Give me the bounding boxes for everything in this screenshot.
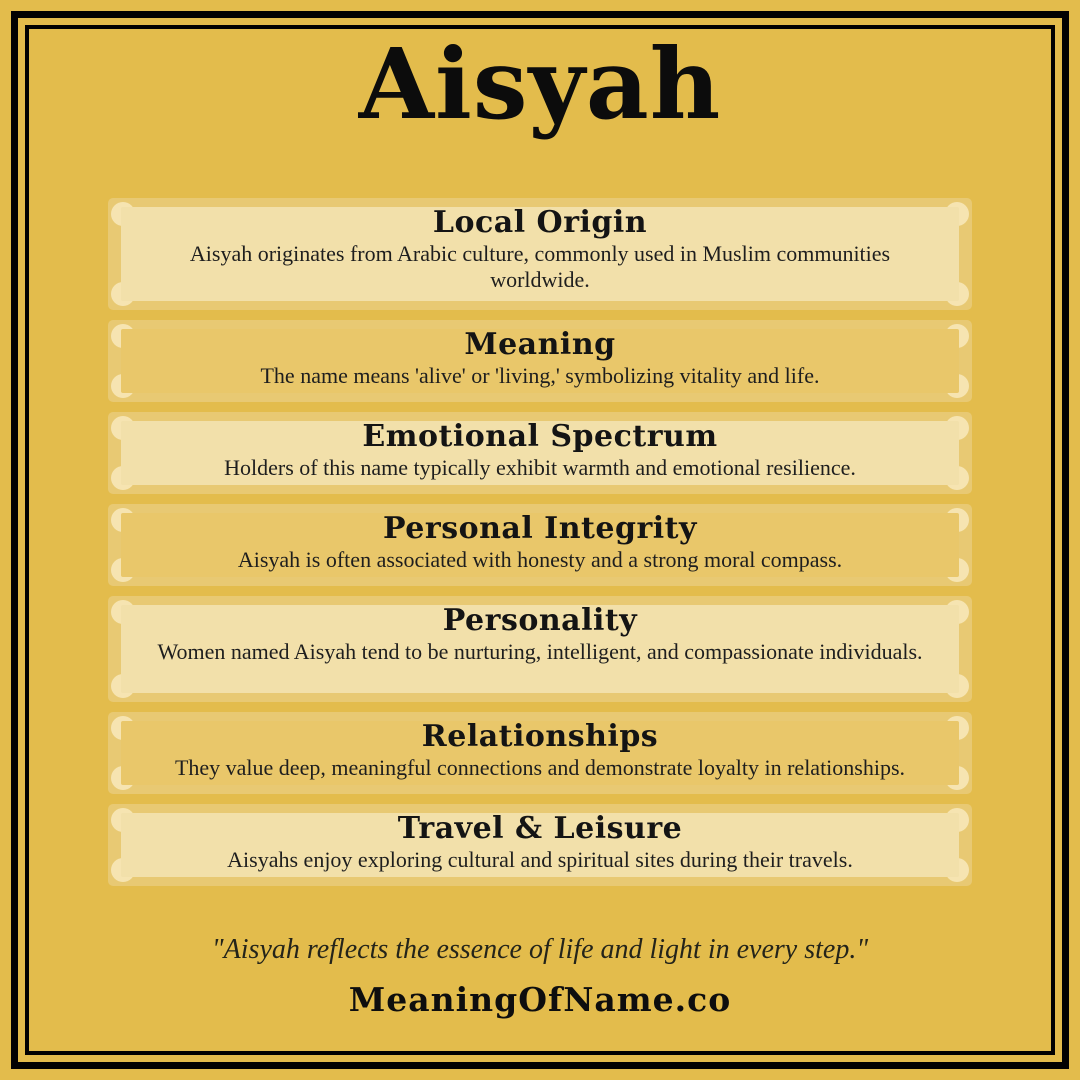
card-body: They value deep, meaningful connections and demonstrate loyalty in relationships. bbox=[174, 755, 906, 781]
card-body: Holders of this name typically exhibit warmth and emotional resilience. bbox=[224, 455, 856, 481]
card-heading: Local Origin bbox=[432, 204, 648, 240]
card-heading: Personal Integrity bbox=[383, 510, 697, 546]
card-text bbox=[108, 198, 972, 294]
card-emotional-spectrum bbox=[108, 412, 972, 494]
page-title: Aisyah bbox=[358, 27, 722, 141]
brand-name: MeaningOfName.co bbox=[348, 979, 732, 1019]
card-body: Aisyah is often associated with honesty and a strong moral compass. bbox=[237, 547, 843, 573]
card-body: The name means 'alive' or 'living,' symbolizing vitality and life. bbox=[260, 363, 820, 389]
card-text bbox=[108, 596, 972, 666]
card-heading: Meaning bbox=[464, 326, 616, 362]
card-heading: Emotional Spectrum bbox=[362, 418, 718, 454]
card-heading: Personality bbox=[442, 602, 638, 638]
card-body: Women named Aisyah tend to be nurturing, intelligent, and compassionate individuals. bbox=[157, 639, 923, 665]
card-body: Aisyahs enjoy exploring cultural and spiritual sites during their travels. bbox=[227, 847, 853, 873]
card-text bbox=[108, 712, 972, 782]
card-text bbox=[108, 412, 972, 482]
card-text bbox=[108, 320, 972, 390]
card-text bbox=[108, 804, 972, 874]
poster-content bbox=[29, 29, 1051, 1051]
card-heading: Relationships bbox=[421, 718, 659, 754]
card-list bbox=[108, 198, 972, 886]
card-text bbox=[108, 504, 972, 574]
card-meaning bbox=[108, 320, 972, 402]
card-relationships bbox=[108, 712, 972, 794]
card-heading: Travel & Leisure bbox=[397, 810, 683, 846]
quote-text: "Aisyah reflects the essence of life and light in every step." bbox=[211, 933, 869, 965]
card-personality bbox=[108, 596, 972, 702]
card-body: Aisyah originates from Arabic culture, commonly used in Muslim communities worldwide. bbox=[189, 241, 891, 293]
card-local-origin bbox=[108, 198, 972, 310]
card-personal-integrity bbox=[108, 504, 972, 586]
card-travel-leisure bbox=[108, 804, 972, 886]
